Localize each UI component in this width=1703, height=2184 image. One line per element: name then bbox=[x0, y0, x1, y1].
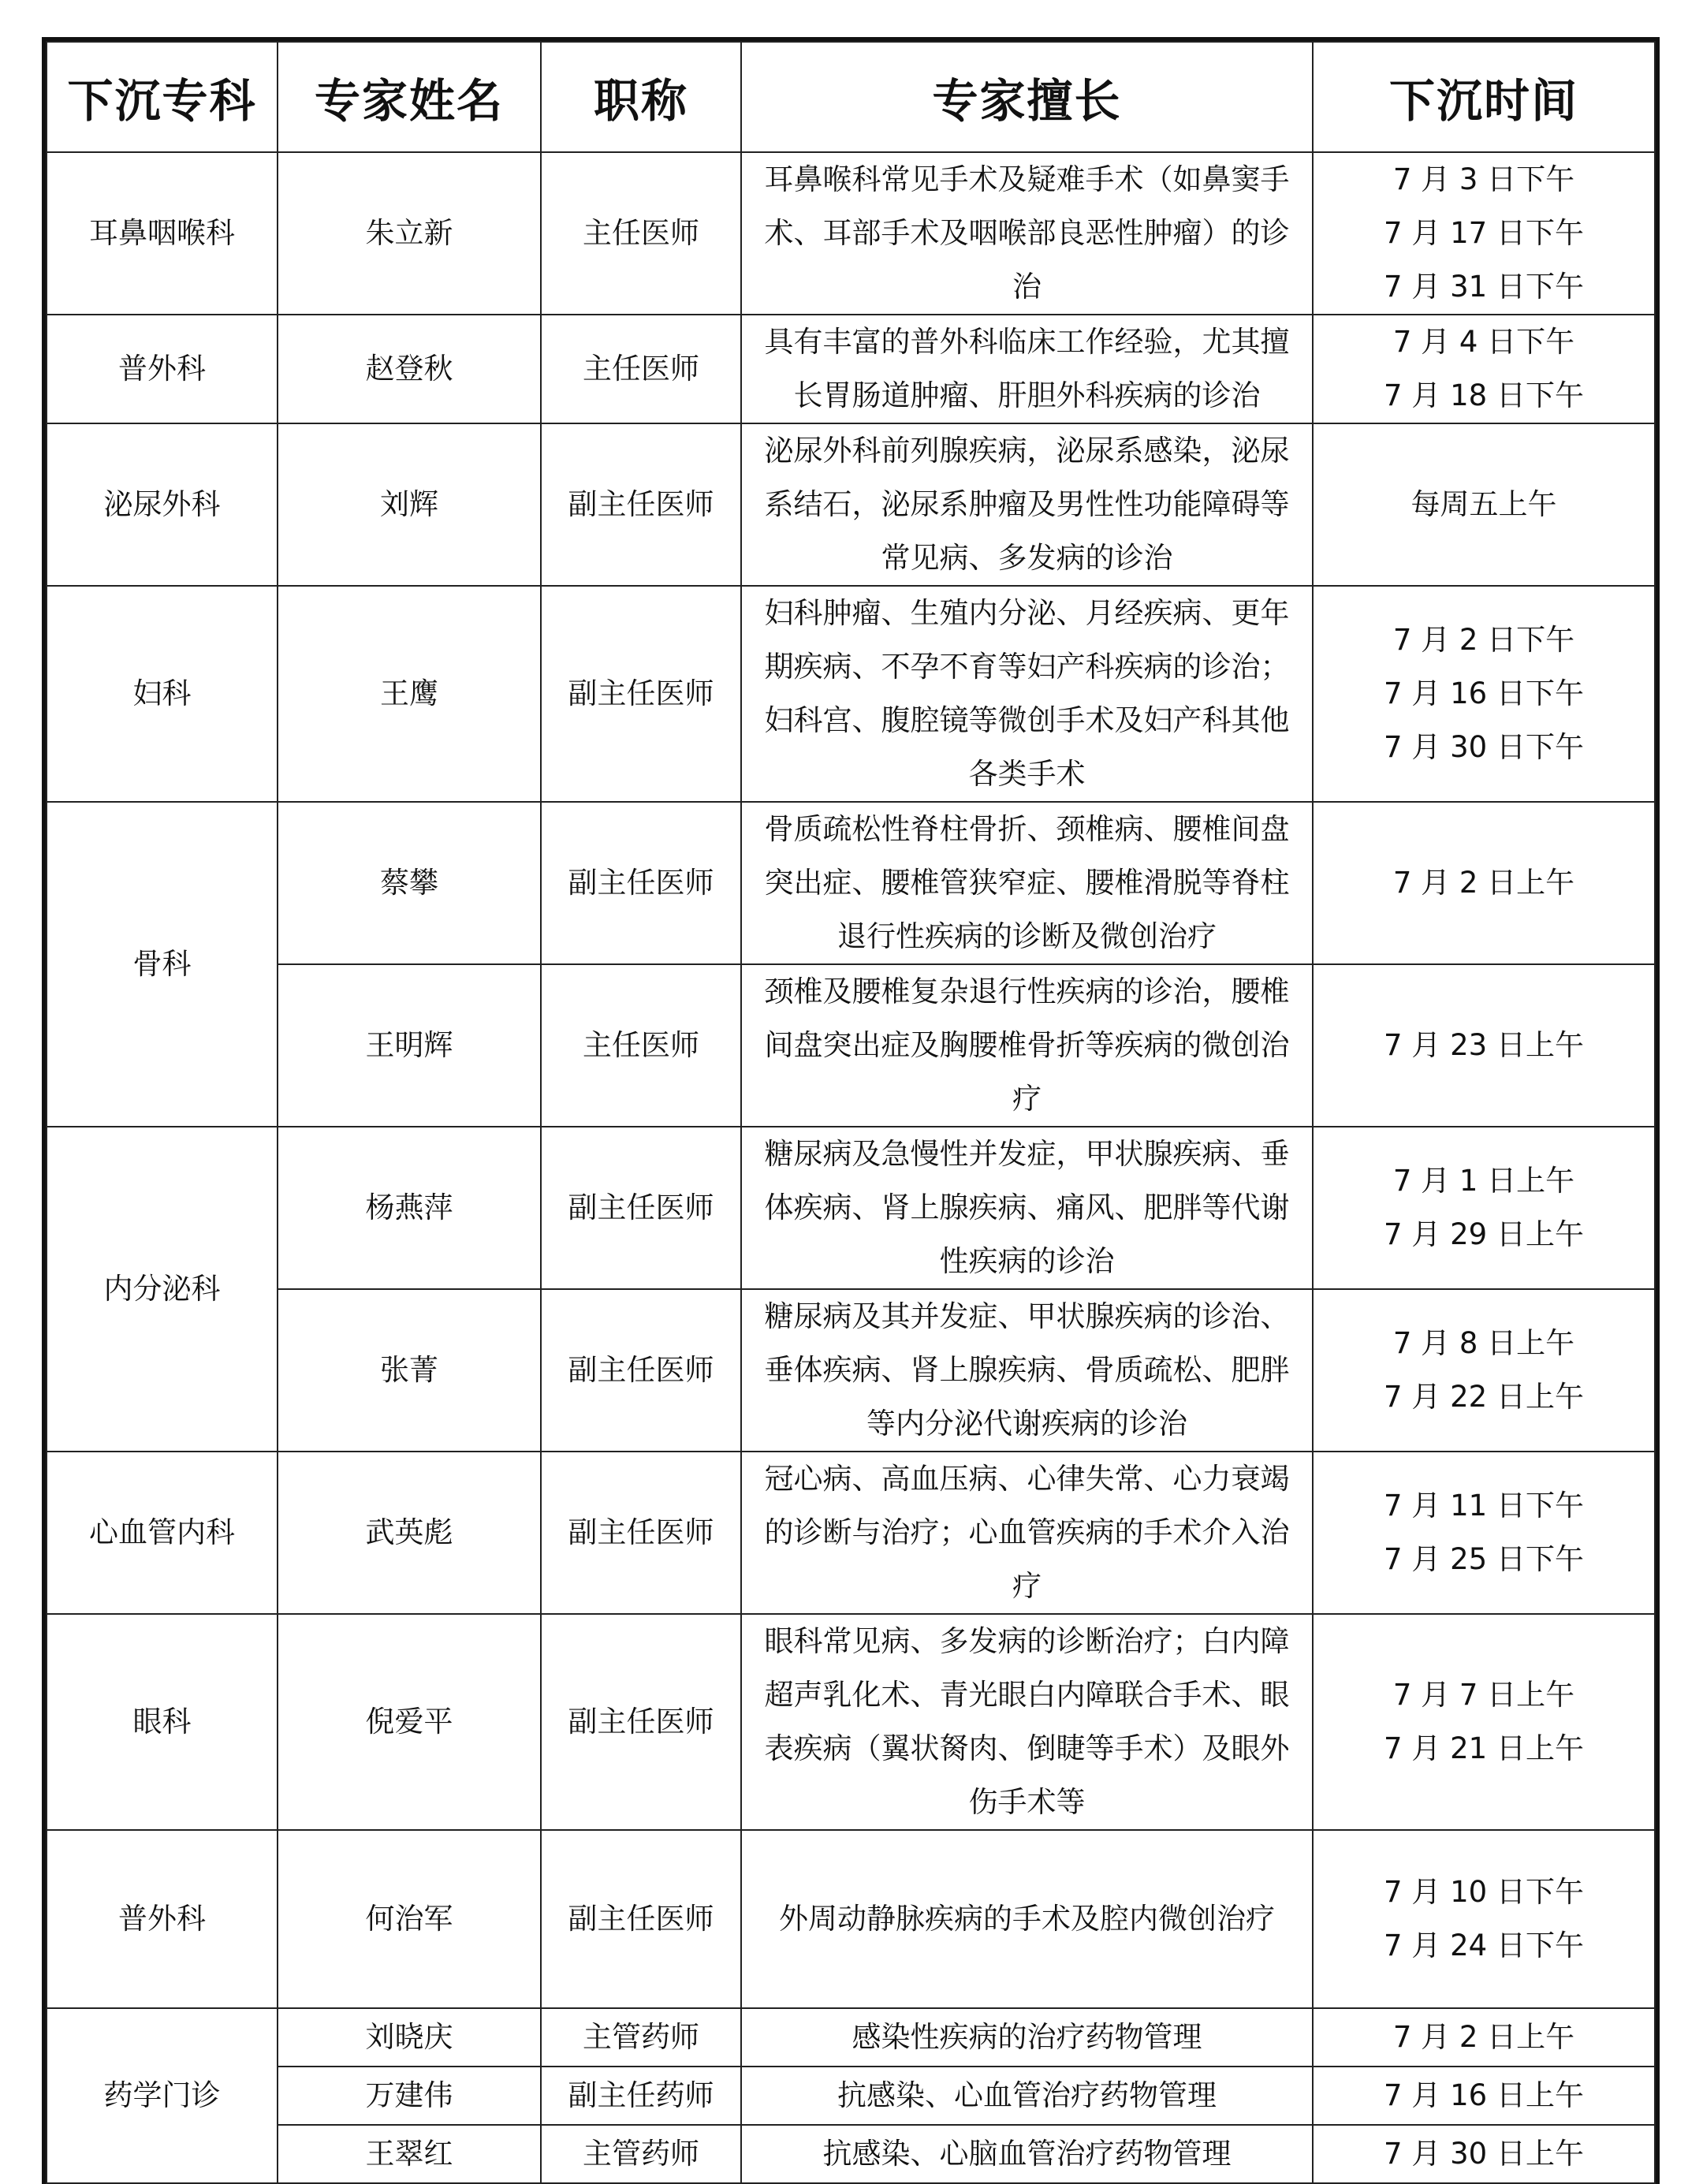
department-cell: 药学门诊 bbox=[47, 2008, 278, 2183]
specialty-cell: 抗感染、心脑血管治疗药物管理 bbox=[741, 2125, 1313, 2183]
title-cell: 主任医师 bbox=[541, 152, 741, 315]
expert-name-cell: 王明辉 bbox=[278, 964, 541, 1127]
expert-name-cell: 武英彪 bbox=[278, 1452, 541, 1614]
specialty-cell: 糖尿病及急慢性并发症，甲状腺疾病、垂体疾病、肾上腺疾病、痛风、肥胖等代谢性疾病的诊治 bbox=[741, 1127, 1313, 1289]
title-cell: 副主任医师 bbox=[541, 1127, 741, 1289]
department-cell: 泌尿外科 bbox=[47, 423, 278, 586]
expert-name-cell: 王鹰 bbox=[278, 586, 541, 802]
header-specialty: 专家擅长 bbox=[741, 42, 1313, 152]
table-row bbox=[47, 802, 1655, 964]
schedule-time-cell bbox=[1313, 1830, 1655, 2008]
schedule-time-cell bbox=[1313, 2008, 1655, 2067]
department-cell: 心血管内科 bbox=[47, 1452, 278, 1614]
specialty-cell: 妇科肿瘤、生殖内分泌、月经疾病、更年期疾病、不孕不育等妇产科疾病的诊治；妇科宫、腹腔镜等微创手术及妇产科其他各类手术 bbox=[741, 586, 1313, 802]
specialty-cell: 骨质疏松性脊柱骨折、颈椎病、腰椎间盘突出症、腰椎管狭窄症、腰椎滑脱等脊柱退行性疾病的诊断及微创治疗 bbox=[741, 802, 1313, 964]
department-cell: 妇科 bbox=[47, 586, 278, 802]
expert-name-cell: 赵登秋 bbox=[278, 315, 541, 423]
expert-name-cell: 万建伟 bbox=[278, 2067, 541, 2125]
time-entry: 7 月 30 日上午 bbox=[1384, 2137, 1584, 2171]
time-entry: 7 月 31 日下午 bbox=[1384, 270, 1584, 304]
specialty-cell: 泌尿外科前列腺疾病，泌尿系感染，泌尿系结石，泌尿系肿瘤及男性性功能障碍等常见病、多发病的诊治 bbox=[741, 423, 1313, 586]
specialty-cell: 感染性疾病的治疗药物管理 bbox=[741, 2008, 1313, 2067]
time-entry: 7 月 21 日上午 bbox=[1384, 1731, 1584, 1765]
schedule-time-cell bbox=[1313, 1289, 1655, 1452]
header-department: 下沉专科 bbox=[47, 42, 278, 152]
time-entry: 7 月 2 日下午 bbox=[1392, 623, 1575, 657]
title-cell: 副主任医师 bbox=[541, 1289, 741, 1452]
title-cell: 主管药师 bbox=[541, 2008, 741, 2067]
schedule-time-cell bbox=[1313, 586, 1655, 802]
title-cell: 主任医师 bbox=[541, 315, 741, 423]
schedule-time-cell bbox=[1313, 2125, 1655, 2183]
time-entry: 7 月 10 日下午 bbox=[1384, 1875, 1584, 1909]
specialty-cell: 耳鼻喉科常见手术及疑难手术（如鼻窦手术、耳部手术及咽喉部良恶性肿瘤）的诊治 bbox=[741, 152, 1313, 315]
time-entry: 7 月 16 日上午 bbox=[1384, 2078, 1584, 2112]
table-row bbox=[47, 1289, 1655, 1452]
title-cell: 副主任医师 bbox=[541, 1452, 741, 1614]
time-entry: 7 月 2 日上午 bbox=[1392, 2020, 1575, 2054]
specialty-cell: 眼科常见病、多发病的诊断治疗；白内障超声乳化术、青光眼白内障联合手术、眼表疾病（翼状胬肉、倒睫等手术）及眼外伤手术等 bbox=[741, 1614, 1313, 1830]
expert-name-cell: 王翠红 bbox=[278, 2125, 541, 2183]
time-entry: 7 月 16 日下午 bbox=[1384, 676, 1584, 710]
department-cell: 骨科 bbox=[47, 802, 278, 1127]
time-entry: 每周五上午 bbox=[1410, 487, 1557, 521]
header-schedule-time: 下沉时间 bbox=[1313, 42, 1655, 152]
specialty-cell: 糖尿病及其并发症、甲状腺疾病的诊治、垂体疾病、肾上腺疾病、骨质疏松、肥胖等内分泌代谢疾病的诊治 bbox=[741, 1289, 1313, 1452]
table-row bbox=[47, 315, 1655, 423]
department-cell: 耳鼻咽喉科 bbox=[47, 152, 278, 315]
schedule-time-cell bbox=[1313, 802, 1655, 964]
department-cell: 内分泌科 bbox=[47, 1127, 278, 1452]
title-cell: 主管药师 bbox=[541, 2125, 741, 2183]
specialty-cell: 冠心病、高血压病、心律失常、心力衰竭的诊断与治疗；心血管疾病的手术介入治疗 bbox=[741, 1452, 1313, 1614]
header-expert-name: 专家姓名 bbox=[278, 42, 541, 152]
expert-name-cell: 朱立新 bbox=[278, 152, 541, 315]
expert-name-cell: 蔡攀 bbox=[278, 802, 541, 964]
time-entry: 7 月 22 日上午 bbox=[1384, 1380, 1584, 1414]
title-cell: 副主任医师 bbox=[541, 423, 741, 586]
schedule-time-cell bbox=[1313, 1614, 1655, 1830]
schedule-time-cell bbox=[1313, 1127, 1655, 1289]
schedule-time-cell bbox=[1313, 423, 1655, 586]
time-entry: 7 月 17 日下午 bbox=[1384, 216, 1584, 250]
time-entry: 7 月 1 日上午 bbox=[1392, 1164, 1575, 1198]
table-row bbox=[47, 1830, 1655, 2008]
time-entry: 7 月 2 日上午 bbox=[1392, 866, 1575, 900]
schedule-time-cell bbox=[1313, 964, 1655, 1127]
table-row bbox=[47, 1452, 1655, 1614]
expert-name-cell: 张菁 bbox=[278, 1289, 541, 1452]
title-cell: 副主任药师 bbox=[541, 2067, 741, 2125]
table-row bbox=[47, 586, 1655, 802]
time-entry: 7 月 23 日上午 bbox=[1384, 1028, 1584, 1062]
title-cell: 副主任医师 bbox=[541, 586, 741, 802]
table-row bbox=[47, 2008, 1655, 2067]
expert-name-cell: 刘辉 bbox=[278, 423, 541, 586]
time-entry: 7 月 8 日上午 bbox=[1392, 1326, 1575, 1360]
table-row bbox=[47, 1614, 1655, 1830]
table-row bbox=[47, 423, 1655, 586]
schedule-time-cell bbox=[1313, 315, 1655, 423]
time-entry: 7 月 30 日下午 bbox=[1384, 730, 1584, 764]
table-row bbox=[47, 964, 1655, 1127]
time-entry: 7 月 11 日下午 bbox=[1384, 1489, 1584, 1522]
table-row bbox=[47, 1127, 1655, 1289]
expert-name-cell: 倪爱平 bbox=[278, 1614, 541, 1830]
expert-name-cell: 何治军 bbox=[278, 1830, 541, 2008]
time-entry: 7 月 7 日上午 bbox=[1392, 1678, 1575, 1712]
header-row bbox=[47, 42, 1655, 152]
title-cell: 副主任医师 bbox=[541, 1830, 741, 2008]
title-cell: 副主任医师 bbox=[541, 1614, 741, 1830]
specialty-cell: 抗感染、心血管治疗药物管理 bbox=[741, 2067, 1313, 2125]
time-entry: 7 月 18 日下午 bbox=[1384, 378, 1584, 412]
table-row bbox=[47, 2125, 1655, 2183]
time-entry: 7 月 3 日下午 bbox=[1392, 162, 1575, 196]
time-entry: 7 月 4 日下午 bbox=[1392, 325, 1575, 359]
department-cell: 普外科 bbox=[47, 1830, 278, 2008]
title-cell: 副主任医师 bbox=[541, 802, 741, 964]
specialty-cell: 外周动静脉疾病的手术及腔内微创治疗 bbox=[741, 1830, 1313, 2008]
schedule-time-cell bbox=[1313, 1452, 1655, 1614]
schedule-time-cell bbox=[1313, 2067, 1655, 2125]
department-cell: 眼科 bbox=[47, 1614, 278, 1830]
expert-name-cell: 杨燕萍 bbox=[278, 1127, 541, 1289]
time-entry: 7 月 29 日上午 bbox=[1384, 1217, 1584, 1251]
time-entry: 7 月 25 日下午 bbox=[1384, 1542, 1584, 1576]
time-entry: 7 月 24 日下午 bbox=[1384, 1929, 1584, 1962]
expert-name-cell: 刘晓庆 bbox=[278, 2008, 541, 2067]
table-row bbox=[47, 152, 1655, 315]
department-cell: 普外科 bbox=[47, 315, 278, 423]
table-row bbox=[47, 2067, 1655, 2125]
specialty-cell: 颈椎及腰椎复杂退行性疾病的诊治，腰椎间盘突出症及胸腰椎骨折等疾病的微创治疗 bbox=[741, 964, 1313, 1127]
schedule-time-cell bbox=[1313, 152, 1655, 315]
expert-schedule-table bbox=[46, 41, 1656, 2184]
title-cell: 主任医师 bbox=[541, 964, 741, 1127]
header-title: 职称 bbox=[541, 42, 741, 152]
specialty-cell: 具有丰富的普外科临床工作经验，尤其擅长胃肠道肿瘤、肝胆外科疾病的诊治 bbox=[741, 315, 1313, 423]
